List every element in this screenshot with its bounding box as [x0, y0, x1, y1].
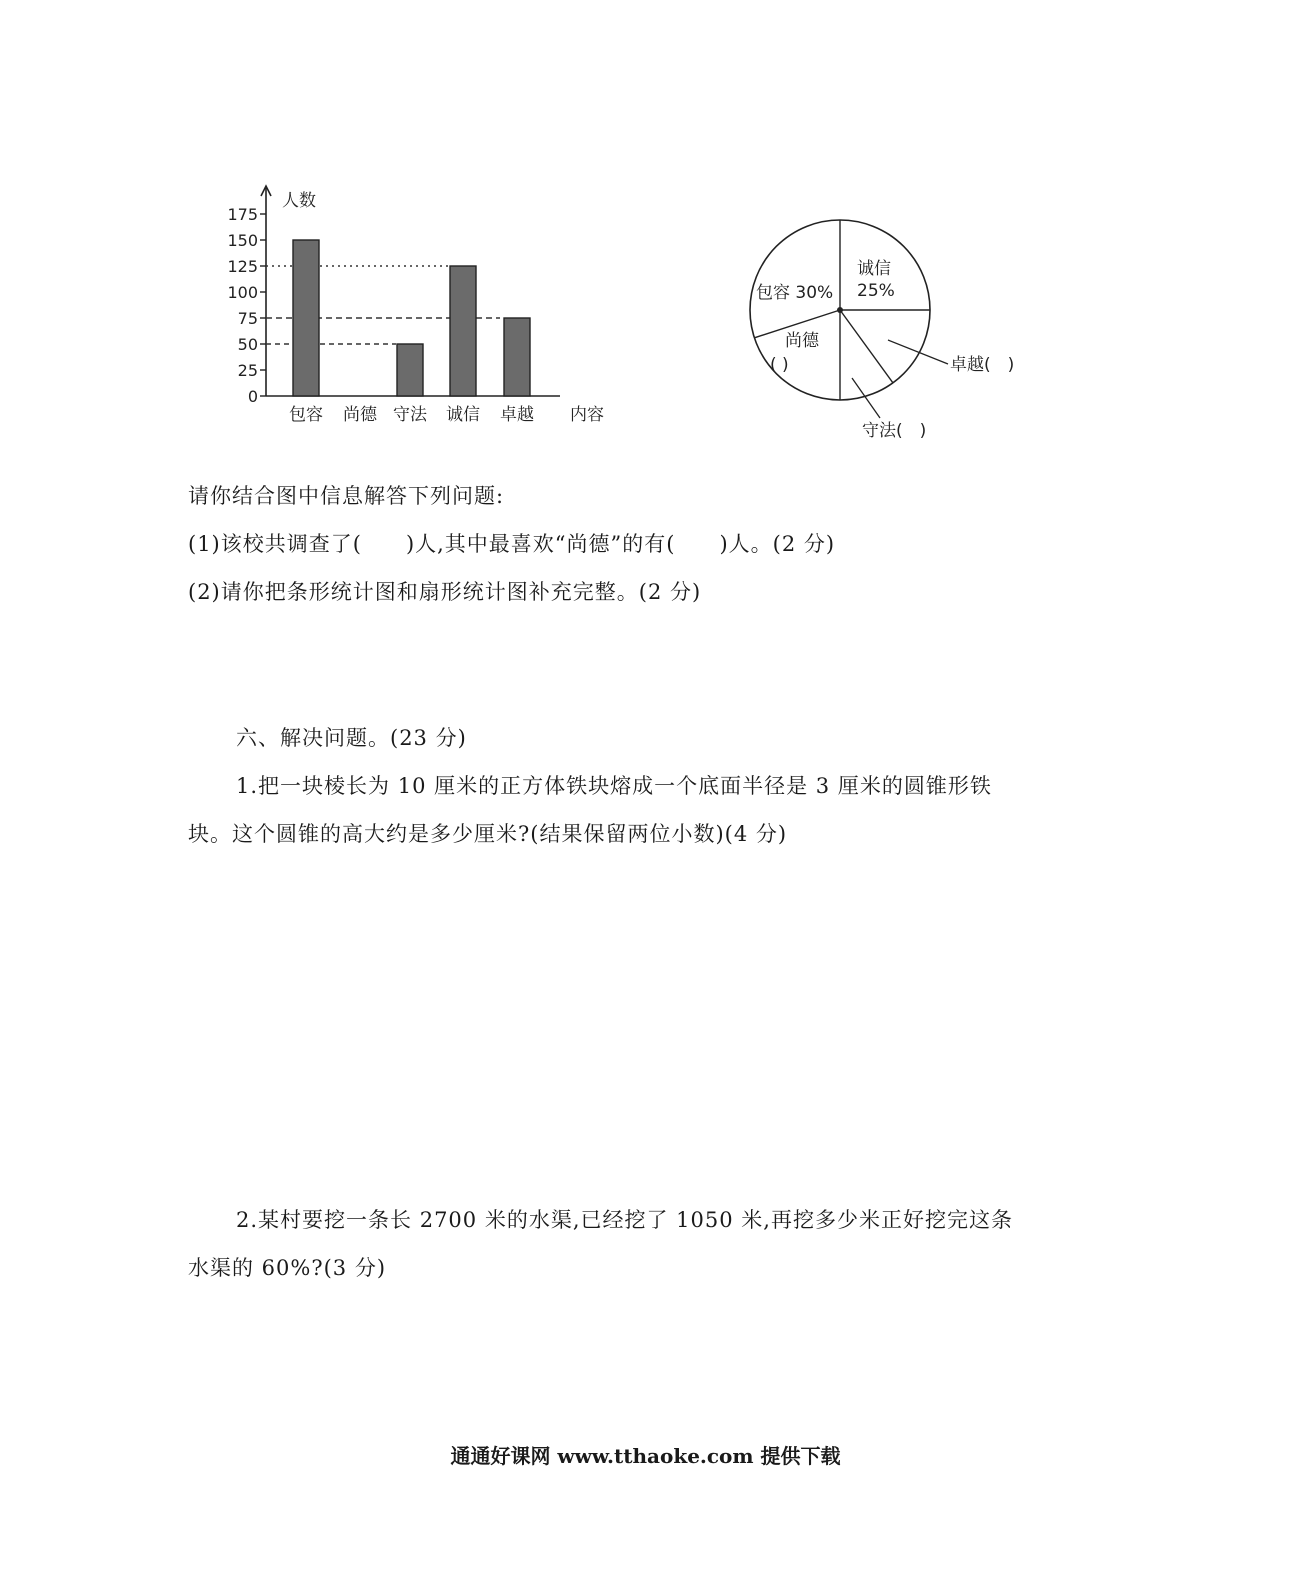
- pie-leader-zhuoyue: [888, 340, 948, 364]
- pie-label-shangde: 尚德: [785, 331, 819, 351]
- pie-center: [837, 307, 843, 313]
- y-tick-label: 100: [227, 283, 258, 302]
- problem-2-line-2: 水渠的 60%?(3 分): [188, 1256, 387, 1280]
- y-tick-label: 175: [227, 205, 258, 224]
- footer-source: 通通好课网 www.tthaoke.com 提供下载: [450, 1444, 841, 1468]
- pie-label-shoufa: 守法( ): [862, 421, 927, 441]
- x-tick-label: 守法: [393, 405, 427, 425]
- bar: [450, 266, 476, 396]
- problem-1-line-2: 块。这个圆锥的高大约是多少厘米?(结果保留两位小数)(4 分): [188, 822, 788, 846]
- pie-slice-divider: [840, 310, 893, 383]
- pie-chart: [750, 220, 1014, 441]
- question-2: (2)请你把条形统计图和扇形统计图补充完整。(2 分): [188, 580, 702, 604]
- y-tick-label: 50: [237, 335, 258, 354]
- x-axis-label: 内容: [570, 405, 604, 425]
- y-tick-label: 25: [237, 361, 258, 380]
- pie-label-chengxin: 诚信: [857, 259, 891, 279]
- pie-label-chengxin-value: 25%: [857, 281, 895, 301]
- pie-label-shangde-value: ( ): [770, 355, 789, 375]
- question-intro: 请你结合图中信息解答下列问题:: [188, 484, 505, 508]
- x-tick-label: 诚信: [446, 405, 480, 425]
- x-tick-label: 卓越: [500, 405, 534, 425]
- y-tick-label: 150: [227, 231, 258, 250]
- bar: [397, 344, 423, 396]
- pie-label-zhuoyue: 卓越( ): [950, 355, 1015, 375]
- x-tick-label: 包容: [289, 405, 323, 425]
- section-six-heading: 六、解决问题。(23 分): [236, 726, 467, 750]
- problem-1-line-1: 1.把一块棱长为 10 厘米的正方体铁块熔成一个底面半径是 3 厘米的圆锥形铁: [236, 774, 992, 798]
- question-1: (1)该校共调查了( )人,其中最喜欢“尚德”的有( )人。(2 分): [188, 532, 836, 556]
- x-tick-label: 尚德: [343, 405, 377, 425]
- bar-chart: [227, 186, 604, 425]
- bar: [504, 318, 530, 396]
- pie-label-baorong: 包容 30%: [756, 283, 834, 303]
- y-tick-label: 125: [227, 257, 258, 276]
- y-axis-label: 人数: [282, 191, 316, 211]
- y-tick-label: 75: [237, 309, 258, 328]
- y-tick-label: 0: [247, 387, 258, 406]
- problem-2-line-1: 2.某村要挖一条长 2700 米的水渠,已经挖了 1050 米,再挖多少米正好挖完这条: [236, 1208, 1013, 1232]
- bar: [293, 240, 319, 396]
- statistics-charts: [200, 170, 1100, 470]
